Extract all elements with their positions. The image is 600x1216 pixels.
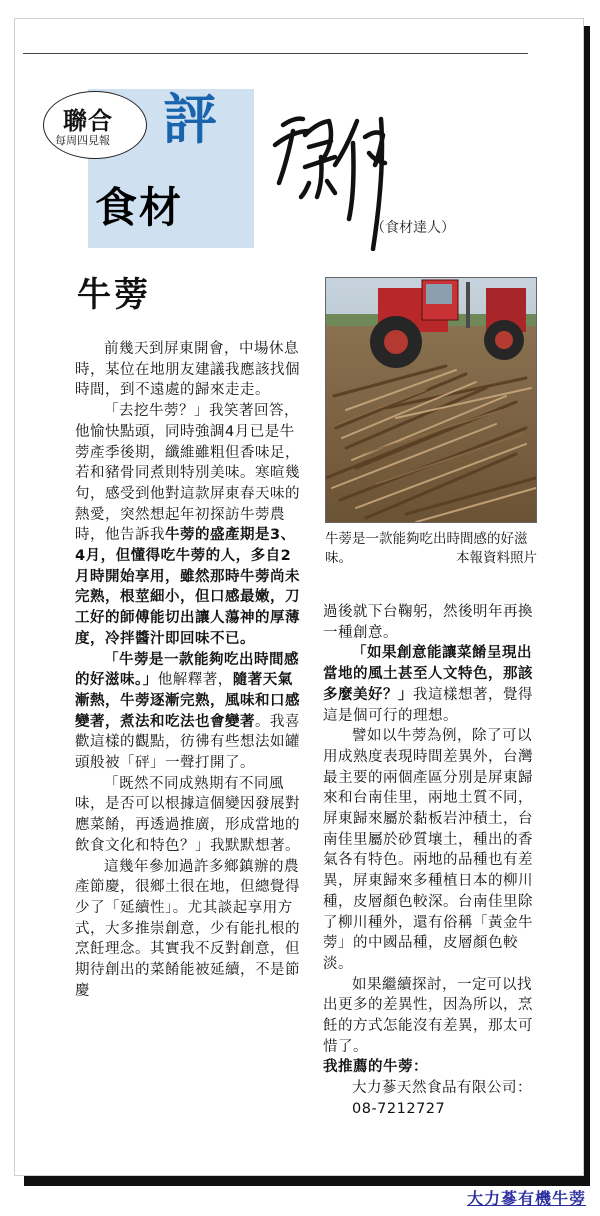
recommendation-company: 大力蔘天然食品有限公司： bbox=[352, 1080, 532, 1097]
emphasis-text: 牛蒡的盛產期是3、4月，但懂得吃牛蒡的人，多自2月時開始享用，雖然那時牛蒡尚未完熟，根莖細小，但口感最嫩，刀工好的師傅能切出讓人蕩神的厚薄度，冷拌醬汁即回味不已。 bbox=[75, 527, 300, 647]
paragraph bbox=[75, 401, 301, 649]
column-name: 評 bbox=[163, 88, 217, 151]
photo-caption bbox=[325, 530, 539, 568]
brand-schedule: 每周四見報 bbox=[55, 134, 110, 147]
recommendation-label bbox=[323, 1057, 539, 1078]
caption-text: 牛蒡是一款能夠吃出時間感的好滋味。 bbox=[325, 531, 528, 566]
paragraph: 如果繼續探討，一定可以找出更多的差異性，因為所以，烹飪的方式怎能沒有差異，那太可惜了。 bbox=[323, 976, 533, 1055]
paragraph-text: 。我喜歡這樣的觀點，彷彿有些想法如罐頭般被「砰」一聲打開了。 bbox=[75, 713, 300, 772]
article-left-column bbox=[75, 339, 301, 1002]
photo-credit: 本報資料照片 bbox=[456, 550, 537, 566]
product-link[interactable]: 大力蔘有機牛蒡 bbox=[466, 1189, 586, 1208]
paragraph-text: 我這樣想著，覺得這是個可行的理想。 bbox=[323, 686, 533, 724]
paragraph: 「既然不同成熟期有不同風味，是否可以根據這個變因發展對應菜餚，再透過推廣，形成當地的飲食文化和特色？」我默默想著。 bbox=[75, 775, 300, 854]
paragraph-text: 「去挖牛蒡？」我笑著回答，他愉快點頭，同時強調4月已是牛蒡產季後期，纖維雖粗但香味足，若和豬骨同煮則特別美味。寒暄幾句，感受到他對這款屏東春天味的熱愛，突然想起年初探訪牛蒡農時，他告訴我 bbox=[75, 403, 300, 544]
emphasis-text: 隨著天氣漸熱，牛蒡逐漸完熟，風味和口感變著，煮法和吃法也會變著 bbox=[75, 672, 300, 730]
paragraph: 過後就下台鞠躬，然後明年再換一種創意。 bbox=[323, 604, 533, 641]
burdock-harvest-photo bbox=[326, 278, 537, 523]
recommendation-label-text: 我推薦的牛蒡： bbox=[323, 1059, 428, 1076]
paragraph: 前幾天到屏東開會，中場休息時，某位在地朋友建議我應該找個時間，到不遠處的歸來走走。 bbox=[75, 341, 300, 399]
author-title: （食材達人） bbox=[371, 220, 455, 236]
article-photo bbox=[325, 277, 537, 523]
newspaper-clipping bbox=[14, 18, 584, 1176]
top-rule bbox=[23, 53, 528, 54]
paragraph bbox=[323, 643, 539, 726]
paragraph bbox=[75, 650, 301, 774]
quote-text: 「如果創意能讓菜餚呈現出當地的風土甚至人文特色，那該多麼美好？」 bbox=[323, 645, 533, 703]
article-headline: 牛蒡 bbox=[77, 275, 151, 315]
recommendation-phone: 08-7212727 bbox=[352, 1100, 446, 1117]
brand-name: 聯合 bbox=[63, 107, 113, 135]
article-right-column bbox=[323, 602, 539, 1120]
paragraph: 這幾年參加過許多鄉鎮辦的農產節慶，很鄉土很在地，但總覺得少了「延續性」。尤其談起享用方式，大多推崇創意，少有能扎根的烹飪理念。其實我不反對創意，但期待創出的菜餚能被延續，不是節慶 bbox=[75, 858, 300, 999]
paragraph: 譬如以牛蒡為例，除了可以用成熟度表現時間差異外，台灣最主要的兩個產區分別是屏東歸來和台南佳里，兩地土質不同，屏東歸來屬於黏板岩沖積土，台南佳里屬於砂質壤土，種出的香氣各有特色。兩地的品種也有差異，屏東歸來多種植日本的柳川種，皮層顏色較深。台南佳里除了柳川種外，還有俗稱「黃金牛蒡」的中國品種，皮層顏色較淡。 bbox=[323, 728, 533, 972]
paragraph-text: 他解釋著， bbox=[157, 672, 233, 689]
quote-text: 「牛蒡是一款能夠吃出時間感的好滋味。」 bbox=[75, 651, 299, 689]
column-topic: 食材 bbox=[95, 183, 184, 232]
